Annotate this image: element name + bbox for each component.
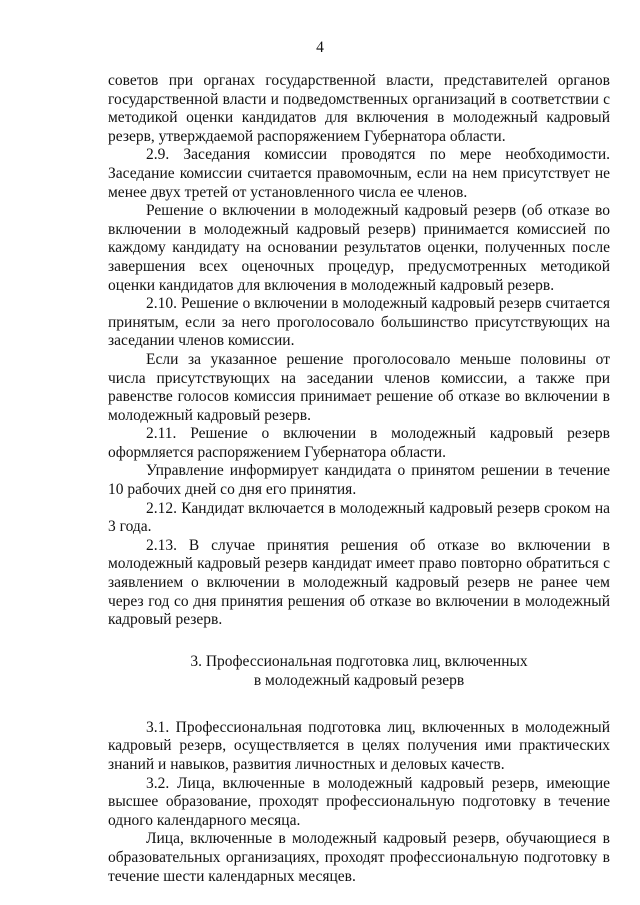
paragraph-notification: Управление информирует кандидата о принятом решении в течение 10 рабочих дней со дня его принятия. <box>108 462 610 499</box>
paragraph-continuation: советов при органах государственной власти, представителей органов государственной власти и подведомственных организаций в соответствии с методикой оценки кандидатов для включения в молодежный кадровый резерв, утверждаемой распоряжением Губернатора области. <box>108 72 610 145</box>
section-heading-line-1: 3. Профессиональная подготовка лиц, включенных <box>190 652 528 670</box>
paragraph-3-1: 3.1. Профессиональная подготовка лиц, включенных в молодежный кадровый резерв, осуществляется в целях получения ими практических знаний и навыков, развития личностных и деловых качеств. <box>108 718 610 773</box>
section-heading-line-2: в молодежный кадровый резерв <box>253 672 465 690</box>
section-heading <box>108 652 610 691</box>
paragraph-2-9: 2.9. Заседания комиссии проводятся по мере необходимости. Заседание комиссии считается правомочным, если на нем присутствует не менее двух третей от установленного числа ее членов. <box>108 146 610 201</box>
paragraph-3-2: 3.2. Лица, включенные в молодежный кадровый резерв, имеющие высшее образование, проходят профессиональную подготовку в течение одного календарного месяца. <box>108 774 610 829</box>
paragraph-2-12: 2.12. Кандидат включается в молодежный кадровый резерв сроком на 3 года. <box>108 499 610 536</box>
paragraph-decision: Решение о включении в молодежный кадровый резерв (об отказе во включении в молодежный кадровый резерв) принимается комиссией по каждому кандидату на основании результатов оценки, полученных после завершения всех оценочных процедур, предусмотренных методикой оценки кандидатов для включения в молодежный кадровый резерв. <box>108 202 610 294</box>
document-body <box>108 72 610 886</box>
paragraph-2-13: 2.13. В случае принятия решения об отказе во включении в молодежный кадровый резерв кандидат имеет право повторно обратиться с заявлением о включении в молодежный кадровый резерв не ранее чем через год со дня принятия решения об отказе во включении в молодежный кадровый резерв. <box>108 536 610 629</box>
paragraph-students: Лица, включенные в молодежный кадровый резерв, обучающиеся в образовательных организациях, проходят профессиональную подготовку в течение шести календарных месяцев. <box>108 830 610 885</box>
paragraph-2-10: 2.10. Решение о включении в молодежный кадровый резерв считается принятым, если за него проголосовало большинство присутствующих на заседании членов комиссии. <box>108 295 610 350</box>
page-number: 4 <box>316 39 324 56</box>
paragraph-vote-refusal: Если за указанное решение проголосовало меньше половины от числа присутствующих на заседании членов комиссии, а также при равенстве голосов комиссия принимает решение об отказе во включении в молодежный кадровый резерв. <box>108 350 610 424</box>
paragraph-2-11: 2.11. Решение о включении в молодежный кадровый резерв оформляется распоряжением Губернатора области. <box>108 425 610 461</box>
